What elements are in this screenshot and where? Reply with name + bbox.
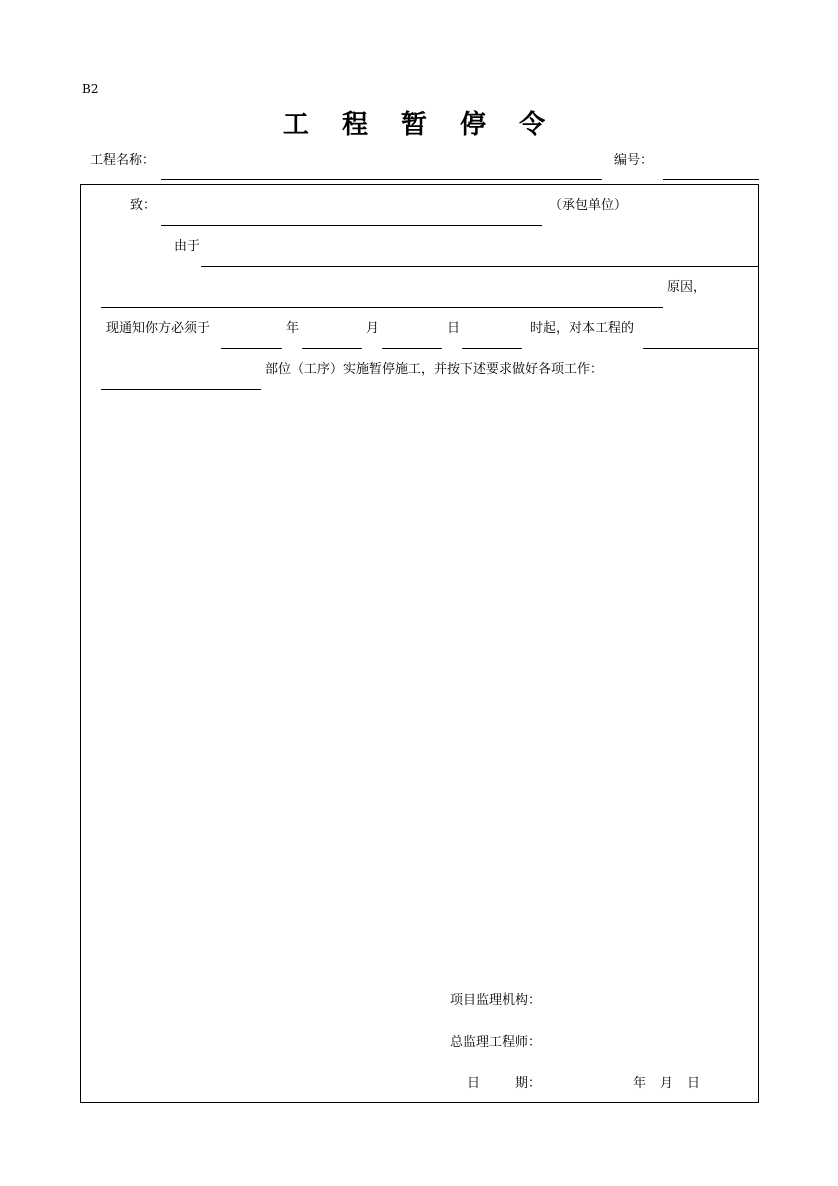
date-label-part2: 期： (515, 1076, 542, 1091)
from-time-label: 时起，对本工程的 (530, 321, 635, 336)
reason-field-line-1[interactable] (201, 266, 759, 267)
stop-hour-field[interactable] (462, 348, 522, 349)
page-title: 工 程 暂 停 令 (282, 110, 558, 140)
work-part-field-2[interactable] (101, 389, 261, 390)
date-label-part1: 日 (467, 1076, 481, 1091)
contractor-field[interactable] (161, 225, 542, 226)
stop-day-field[interactable] (382, 348, 442, 349)
project-name-label: 工程名称： (90, 153, 156, 168)
form-code: B2 (82, 82, 99, 96)
stop-year-field[interactable] (221, 348, 282, 349)
reason-field-line-2[interactable] (101, 307, 663, 308)
sign-month-label: 月 (660, 1076, 674, 1091)
stop-month-field[interactable] (302, 348, 362, 349)
to-label: 致： (130, 198, 157, 213)
due-to-label: 由于 (174, 239, 201, 254)
serial-number-label: 编号： (614, 153, 654, 168)
stop-month-label: 月 (366, 321, 380, 336)
position-text: 部位（工序）实施暂停施工，并按下述要求做好各项工作： (265, 362, 604, 377)
stop-year-label: 年 (286, 321, 300, 336)
contractor-note: （承包单位） (549, 198, 628, 213)
sign-day-label: 日 (687, 1076, 701, 1091)
serial-number-field[interactable] (663, 179, 759, 180)
chief-engineer-label: 总监理工程师： (450, 1035, 542, 1050)
supervision-org-label: 项目监理机构： (450, 993, 542, 1008)
stop-day-label: 日 (447, 321, 461, 336)
notice-prefix: 现通知你方必须于 (106, 321, 211, 336)
project-name-field[interactable] (161, 179, 602, 180)
work-part-field-1[interactable] (643, 348, 759, 349)
sign-year-label: 年 (633, 1076, 647, 1091)
reason-suffix: 原因， (667, 280, 707, 295)
